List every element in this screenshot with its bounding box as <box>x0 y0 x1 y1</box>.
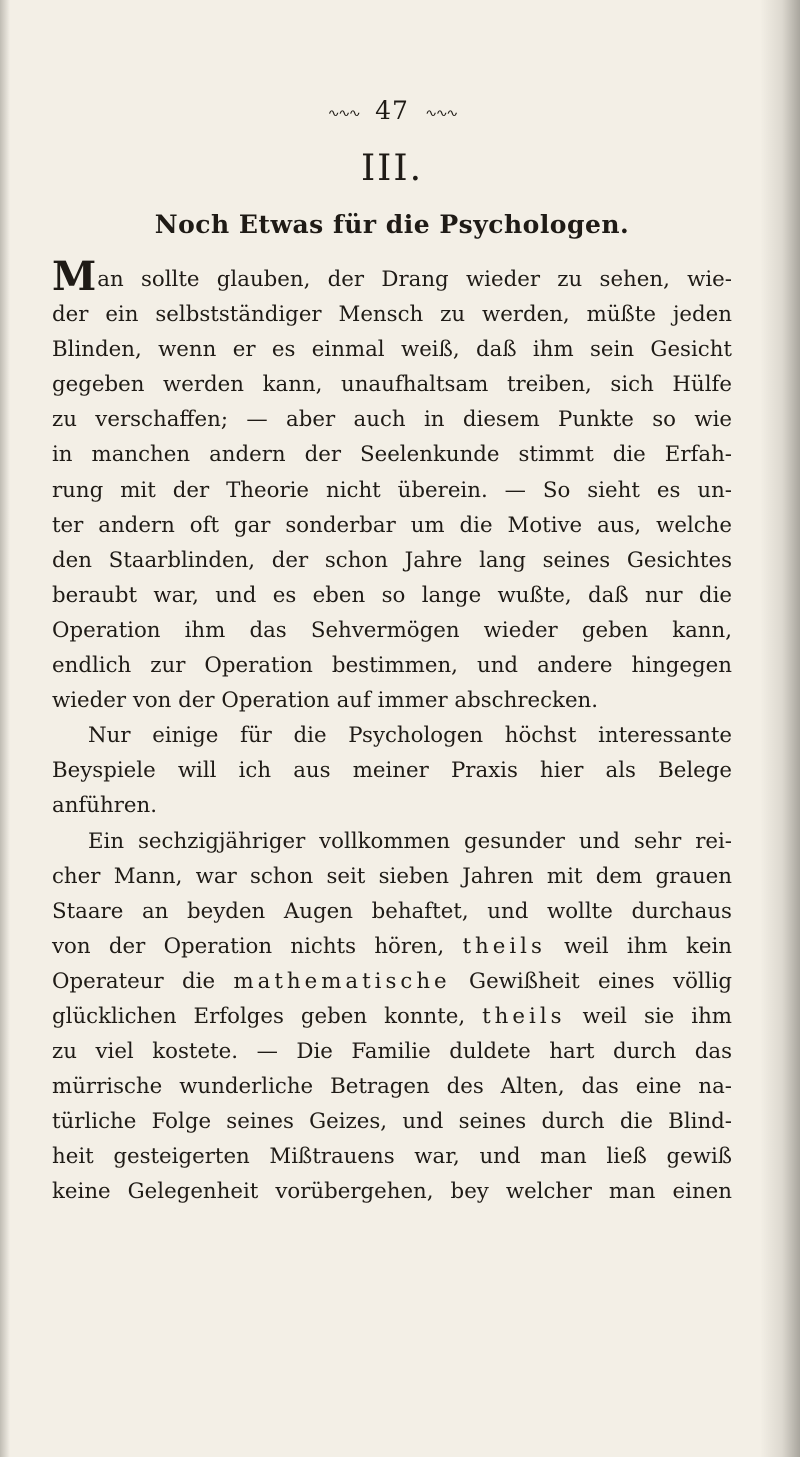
page-binding-right <box>760 0 800 1457</box>
page-binding-left <box>0 0 10 1457</box>
page-header <box>52 96 732 125</box>
text-line: rung mit der Theorie nicht überein. — So sieht es un- <box>52 477 732 503</box>
text-line: Beyspiele will ich aus meiner Praxis hier als Belege <box>52 758 732 784</box>
text-line: anführen. <box>52 793 157 819</box>
text-line: ter andern oft gar sonderbar um die Motive aus, welche <box>52 512 732 538</box>
text-line: der ein selbstständiger Mensch zu werden, müßte jeden <box>52 302 732 328</box>
chapter-title: Noch Etwas für die Psychologen. <box>154 210 630 239</box>
text-line: türliche Folge seines Geizes, und seines durch die Blind- <box>52 1109 732 1135</box>
text-line: endlich zur Operation bestimmen, und andere hingegen <box>52 653 732 679</box>
body-text <box>52 253 732 1210</box>
text-line: Blinden, wenn er es einmal weiß, daß ihm sein Gesicht <box>52 337 732 363</box>
text-line: heit gesteigerten Mißtrauens war, und man ließ gewiß <box>52 1144 732 1170</box>
text-line: gegeben werden kann, unaufhaltsam treiben, sich Hülfe <box>52 372 732 398</box>
text-line: Staare an beyden Augen behaftet, und wollte durchaus <box>52 898 732 924</box>
page-number: 47 <box>375 96 409 125</box>
text-line: den Staarblinden, der schon Jahre lang seines Gesichtes <box>52 547 732 573</box>
text-line: in manchen andern der Seelenkunde stimmt die Erfah- <box>52 442 732 468</box>
text-line: von der Operation nichts hören, theils weil ihm kein <box>52 933 732 959</box>
text-line: beraubt war, und es eben so lange wußte, daß nur die <box>52 582 732 608</box>
text-line: wieder von der Operation auf immer abschrecken. <box>52 688 599 714</box>
text-line: Operation ihm das Sehvermögen wieder geben kann, <box>52 617 732 643</box>
text-line: Operateur die mathematische Gewißheit eines völlig <box>52 968 732 994</box>
ornament-right-icon: ∿∿∿ <box>424 106 457 119</box>
drop-cap: M <box>52 253 97 300</box>
text-line: Man sollte glauben, der Drang wieder zu sehen, wie- <box>52 253 732 300</box>
text-line: keine Gelegenheit vorübergehen, bey welcher man einen <box>52 1179 732 1205</box>
ornament-left-icon: ∿∿∿ <box>327 106 360 119</box>
text-line: mürrische wunderliche Betragen des Alten, das eine na- <box>52 1074 732 1100</box>
text-line: glücklichen Erfolges geben konnte, theils weil sie ihm <box>52 1003 732 1029</box>
chapter-heading: III. <box>360 148 424 189</box>
text-line: Ein sechzigjähriger vollkommen gesunder und sehr rei- <box>88 828 732 854</box>
text-line: zu verschaffen; — aber auch in diesem Punkte so wie <box>52 407 732 433</box>
text-line: Nur einige für die Psychologen höchst interessante <box>88 723 732 749</box>
text-line: cher Mann, war schon seit sieben Jahren mit dem grauen <box>52 863 732 889</box>
text-line: zu viel kostete. — Die Familie duldete hart durch das <box>52 1039 732 1065</box>
